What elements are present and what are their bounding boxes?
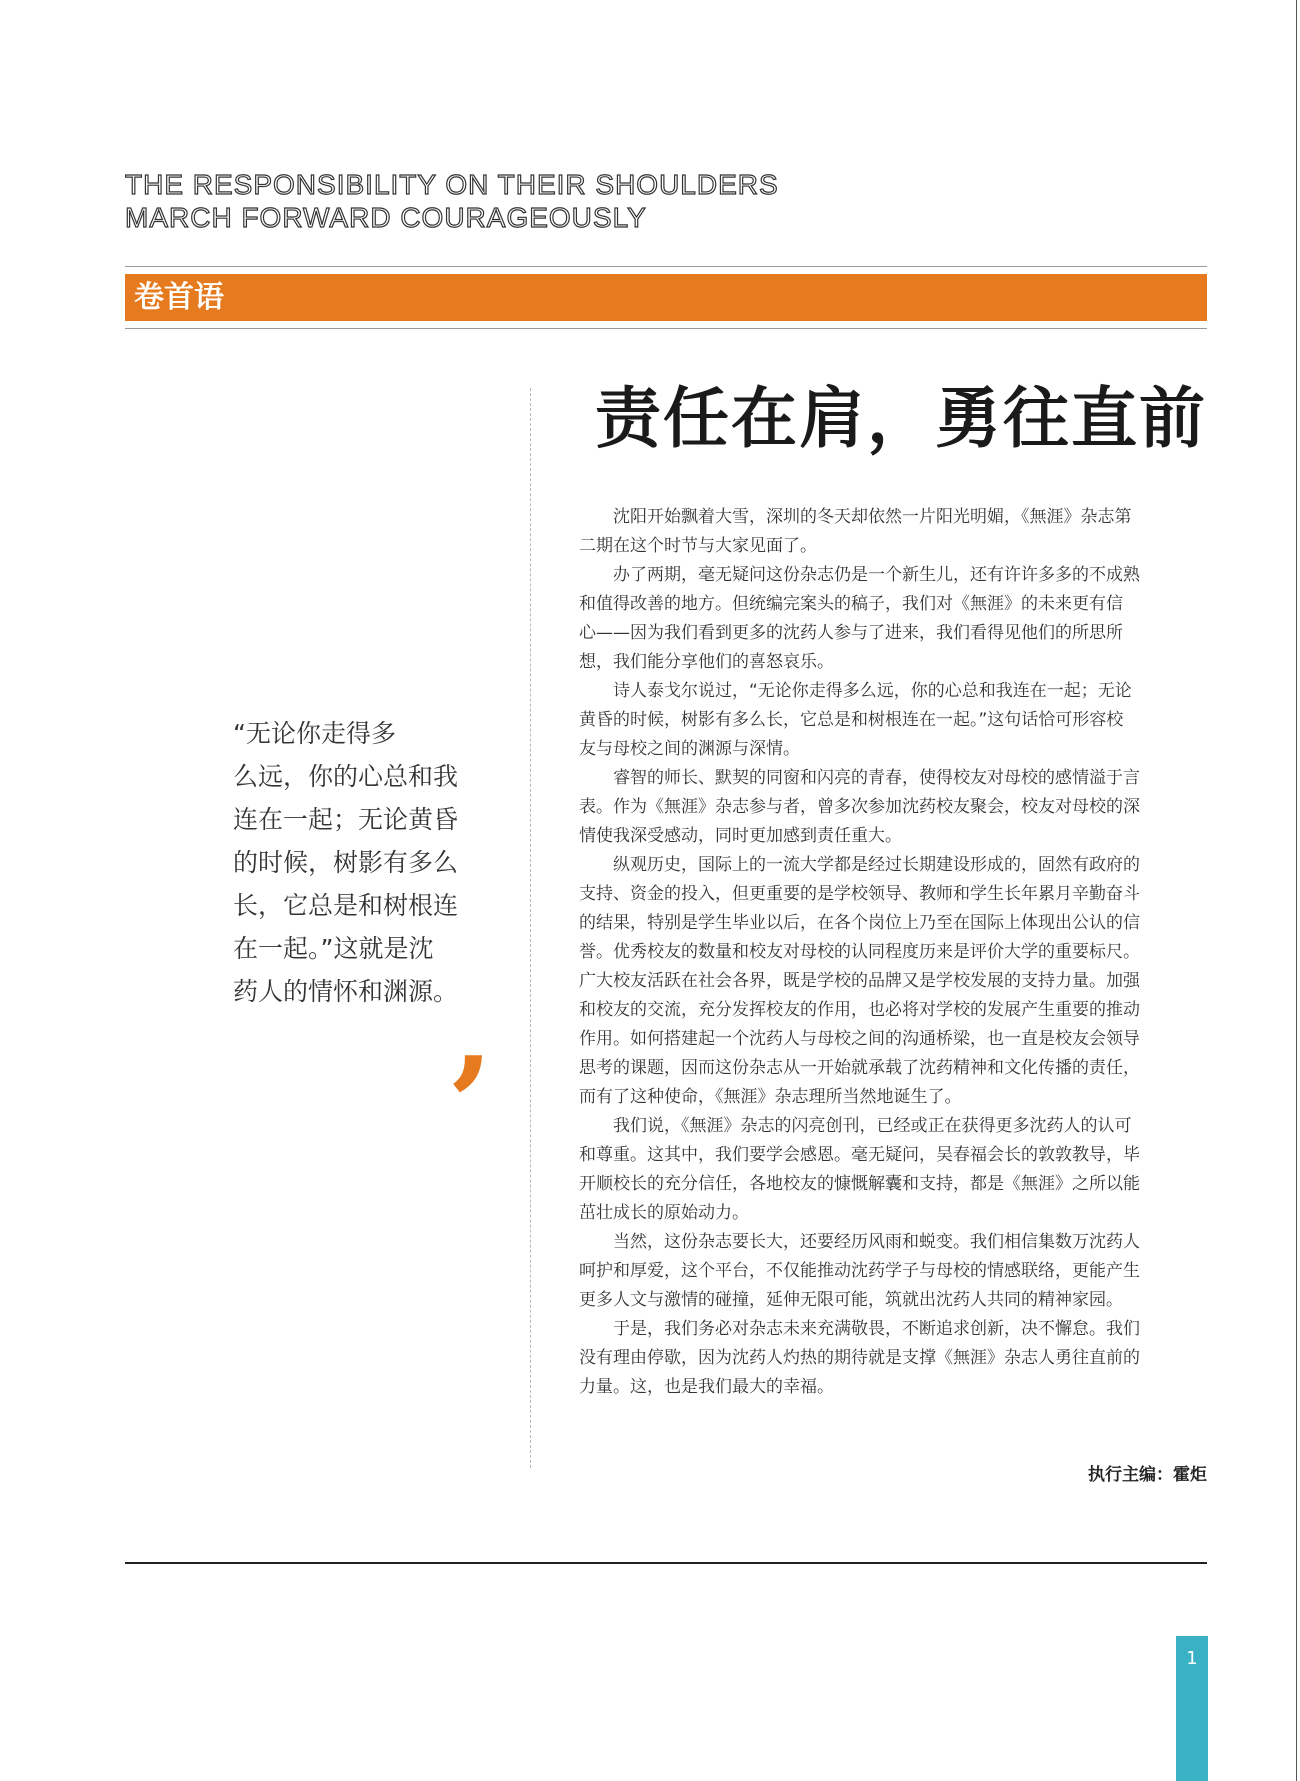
paragraph-line: 我们说，《無涯》杂志的闪亮创刊，已经或正在获得更多沈药人的认可 [579, 1116, 1132, 1136]
english-header [125, 168, 1025, 234]
paragraph-line: 表。作为《無涯》杂志参与者，曾多次参加沈药校友聚会，校友对母校的深 [579, 797, 1140, 817]
paragraph-line: 沈阳开始飘着大雪，深圳的冬天却依然一片阳光明媚，《無涯》杂志第 [579, 507, 1132, 527]
page-number: 1 [1186, 1648, 1198, 1669]
paragraph-line: 友与母校之间的渊源与深情。 [579, 739, 800, 759]
editor-credit: 执行主编：霍炬 [1088, 1465, 1207, 1485]
paragraph-line: 力量。这，也是我们最大的幸福。 [579, 1377, 834, 1397]
paragraph-line: 二期在这个时节与大家见面了。 [579, 536, 817, 556]
paragraph-line: 支持、资金的投入，但更重要的是学校领导、教师和学生长年累月辛勤奋斗 [579, 884, 1140, 904]
right-edge-rule [1296, 0, 1297, 1781]
paragraph-line: 想，我们能分享他们的喜怒哀乐。 [579, 652, 834, 672]
pull-quote-line: 的时候，树影有多么 [233, 848, 459, 877]
pull-quote-line: 药人的情怀和渊源。 [233, 977, 459, 1006]
pull-quote-line: 在一起。”这就是沈 [233, 934, 434, 963]
paragraph-line: 思考的课题，因而这份杂志从一开始就承载了沈药精神和文化传播的责任， [579, 1058, 1140, 1078]
column-divider [530, 388, 531, 1468]
paragraph [579, 677, 1208, 764]
pull-quote-line: 连在一起；无论黄昏 [233, 805, 459, 834]
paragraph-line: 和值得改善的地方。但统编完案头的稿子，我们对《無涯》的未来更有信 [579, 594, 1123, 614]
paragraph [579, 1315, 1208, 1402]
paragraph-line: 纵观历史，国际上的一流大学都是经过长期建设形成的，固然有政府的 [579, 855, 1140, 875]
paragraph-line: 更多人文与激情的碰撞，延伸无限可能，筑就出沈药人共同的精神家园。 [579, 1290, 1123, 1310]
paragraph-line: 而有了这种使命，《無涯》杂志理所当然地诞生了。 [579, 1087, 962, 1107]
top-divider [125, 266, 1207, 267]
paragraph [579, 561, 1208, 677]
closing-quote-icon: ’ [447, 1028, 493, 1181]
paragraph [579, 1112, 1208, 1228]
paragraph [579, 503, 1208, 561]
paragraph-line: 茁壮成长的原始动力。 [579, 1203, 749, 1223]
section-bar [125, 274, 1207, 321]
pull-quote-line: 长，它总是和树根连 [233, 891, 459, 920]
english-header-line-2: MARCH FORWARD COURAGEOUSLY [125, 202, 647, 233]
article-body [579, 503, 1208, 1402]
english-header-line-1: THE RESPONSIBILITY ON THEIR SHOULDERS [125, 169, 779, 200]
paragraph-line: 和尊重。这其中，我们要学会感恩。毫无疑问，吴春福会长的敦敦教导，毕 [579, 1145, 1140, 1165]
paragraph-line: 睿智的师长、默契的同窗和闪亮的青春，使得校友对母校的感情溢于言 [579, 768, 1140, 788]
article-title: 责任在肩，勇往直前 [595, 379, 1207, 457]
section-label: 卷首语 [134, 280, 224, 315]
bottom-rule [125, 1562, 1207, 1564]
pull-quote-line: 么远，你的心总和我 [233, 762, 459, 791]
page-number-tab [1176, 1636, 1208, 1781]
paragraph-line: 黄昏的时候，树影有多么长，它总是和树根连在一起。”这句话恰可形容校 [579, 710, 1124, 730]
paragraph-line: 作用。如何搭建起一个沈药人与母校之间的沟通桥梁，也一直是校友会领导 [579, 1029, 1140, 1049]
paragraph-line: 开顺校长的充分信任，各地校友的慷慨解囊和支持，都是《無涯》之所以能 [579, 1174, 1140, 1194]
paragraph-line: 誉。优秀校友的数量和校友对母校的认同程度历来是评价大学的重要标尺。 [579, 942, 1140, 962]
paragraph-line: 广大校友活跃在社会各界，既是学校的品牌又是学校发展的支持力量。加强 [579, 971, 1140, 991]
paragraph [579, 764, 1208, 851]
paragraph-line: 的结果，特别是学生毕业以后，在各个岗位上乃至在国际上体现出公认的信 [579, 913, 1140, 933]
pull-quote-line: “无论你走得多 [233, 719, 396, 748]
paragraph-line: 情使我深受感动，同时更加感到责任重大。 [579, 826, 902, 846]
paragraph-line: 诗人泰戈尔说过，“无论你走得多么远，你的心总和我连在一起；无论 [579, 681, 1132, 701]
paragraph-line: 没有理由停歇，因为沈药人灼热的期待就是支撑《無涯》杂志人勇往直前的 [579, 1348, 1140, 1368]
section-underline [125, 328, 1207, 329]
paragraph-line: 办了两期，毫无疑问这份杂志仍是一个新生儿，还有许许多多的不成熟 [579, 565, 1140, 585]
paragraph [579, 851, 1208, 1112]
paragraph [579, 1228, 1208, 1315]
paragraph-line: 和校友的交流，充分发挥校友的作用，也必将对学校的发展产生重要的推动 [579, 1000, 1140, 1020]
paragraph-line: 呵护和厚爱，这个平台，不仅能推动沈药学子与母校的情感联络，更能产生 [579, 1261, 1140, 1281]
paragraph-line: 当然，这份杂志要长大，还要经历风雨和蜕变。我们相信集数万沈药人 [579, 1232, 1140, 1252]
pull-quote [233, 712, 483, 1013]
paragraph-line: 于是，我们务必对杂志未来充满敬畏，不断追求创新，决不懈怠。我们 [579, 1319, 1140, 1339]
paragraph-line: 心——因为我们看到更多的沈药人参与了进来，我们看得见他们的所思所 [579, 623, 1123, 643]
